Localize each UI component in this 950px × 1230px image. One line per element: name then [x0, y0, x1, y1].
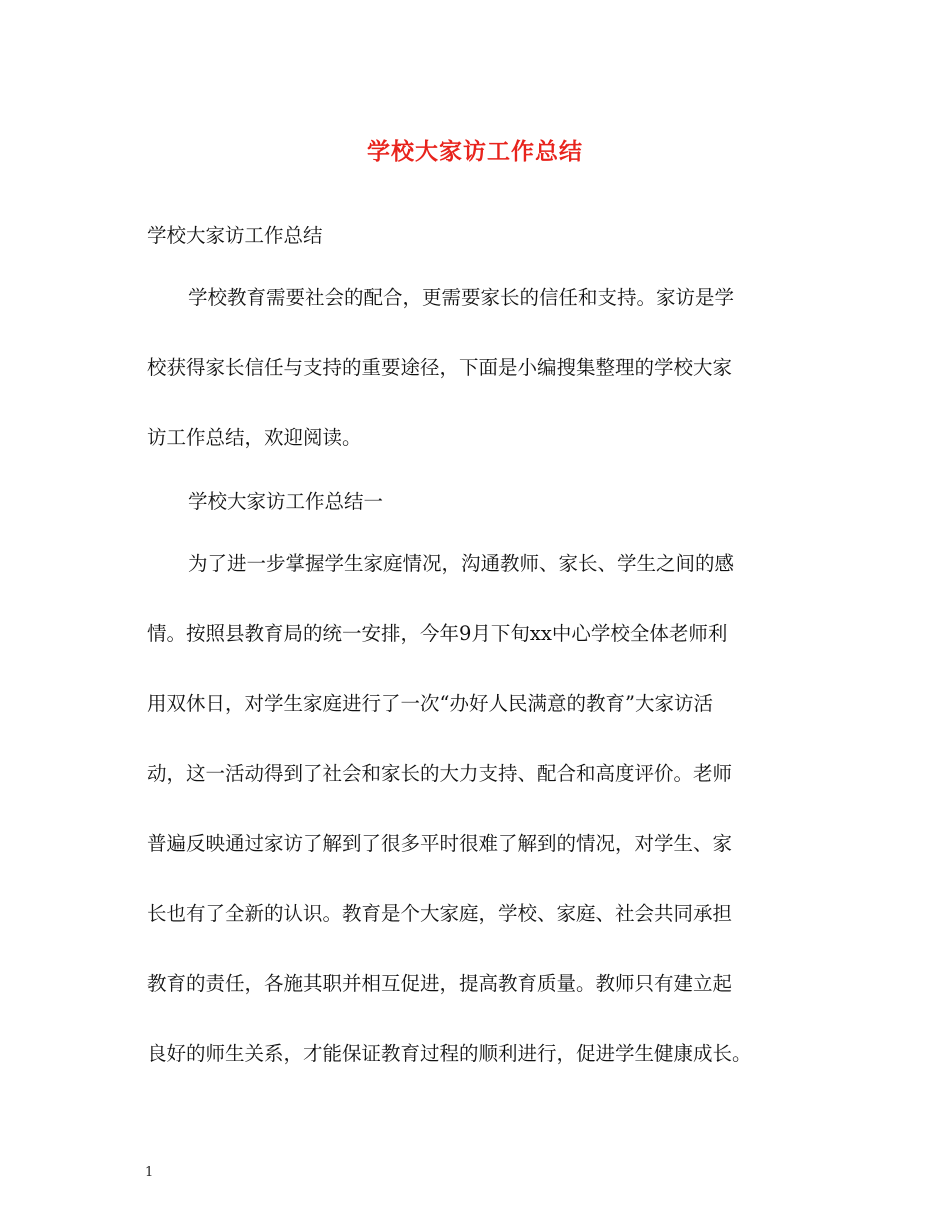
paragraph-line-4: 为了进一步掌握学生家庭情况，沟通教师、家长、学生之间的感 — [188, 552, 735, 575]
section-heading: 学校大家访工作总结一 — [188, 490, 384, 513]
document-title: 学校大家访工作总结 — [367, 138, 583, 165]
paragraph-line-9: 长也有了全新的认识。教育是个大家庭，学校、家庭、社会共同承担 — [147, 902, 733, 925]
page-number: 1 — [145, 1165, 154, 1180]
paragraph-line-6: 用双休日，对学生家庭进行了一次“办好人民满意的教育”大家访活 — [147, 692, 713, 715]
paragraph-line-8: 普遍反映通过家访了解到了很多平时很难了解到的情况，对学生、家 — [147, 832, 733, 855]
paragraph-line-5: 情。按照县教育局的统一安排，今年9月下旬xx中心学校全体老师利 — [147, 622, 728, 645]
paragraph-line-7: 动，这一活动得到了社会和家长的大力支持、配合和高度评价。老师 — [147, 762, 733, 785]
paragraph-line-11: 良好的师生关系，才能保证教育过程的顺利进行，促进学生健康成长。 — [147, 1042, 752, 1065]
subtitle-line: 学校大家访工作总结 — [147, 224, 323, 247]
paragraph-line-1: 学校教育需要社会的配合，更需要家长的信任和支持。家访是学 — [188, 286, 735, 309]
paragraph-line-2: 校获得家长信任与支持的重要途径，下面是小编搜集整理的学校大家 — [147, 356, 733, 379]
paragraph-line-10: 教育的责任，各施其职并相互促进，提高教育质量。教师只有建立起 — [147, 972, 733, 995]
paragraph-line-3: 访工作总结，欢迎阅读。 — [147, 426, 362, 449]
